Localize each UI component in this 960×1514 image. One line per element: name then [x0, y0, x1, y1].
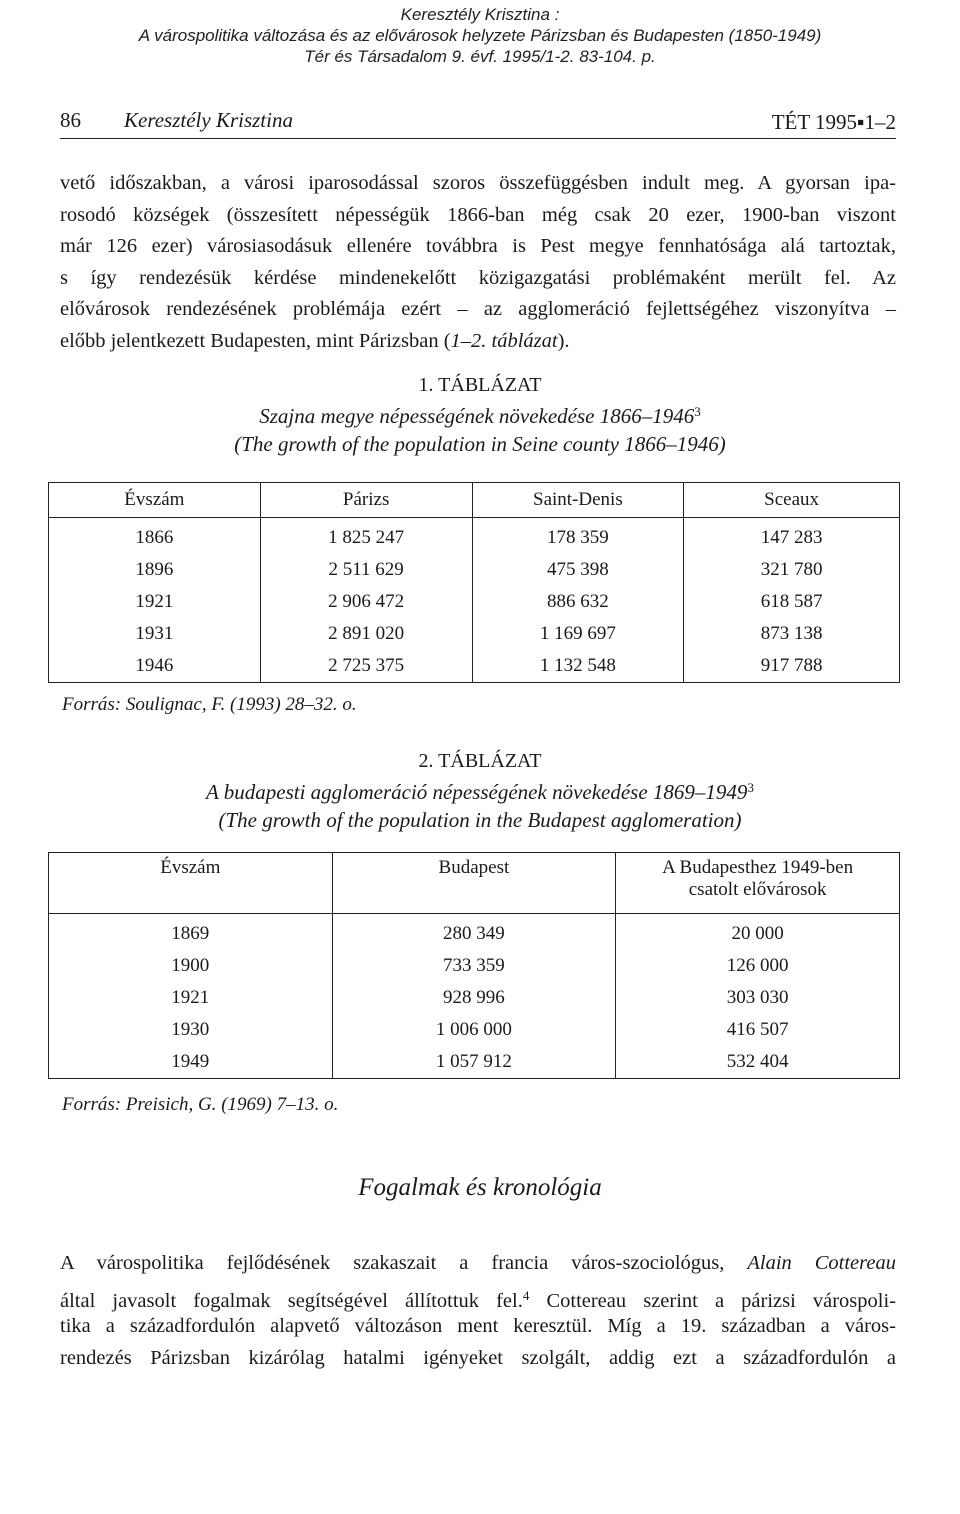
column-header-year: Évszám	[49, 483, 261, 518]
table-row	[49, 650, 900, 683]
table-cell: 1866	[49, 518, 261, 555]
paragraph-line-close: ).	[557, 329, 570, 352]
table1-caption	[0, 372, 960, 458]
table-cell: 416 507	[616, 1014, 900, 1046]
table-reference: 1–2. táblázat	[450, 329, 558, 352]
running-head-journal: TÉT 1995▪1–2	[771, 110, 896, 134]
table-cell: 1931	[49, 618, 261, 650]
table-cell: 1 132 548	[472, 650, 684, 683]
table-cell: 126 000	[616, 950, 900, 982]
table-row	[49, 586, 900, 618]
author-name: Alain Cottereau	[747, 1252, 896, 1274]
table-cell: 2 891 020	[260, 618, 472, 650]
paragraph-line: rendezés Párizsban kizárólag hatalmi igényeket szolgált, addig ezt a századfordulón a	[60, 1346, 896, 1369]
table-row	[49, 1046, 900, 1079]
table-cell: 928 996	[332, 982, 616, 1014]
table-cell: 147 283	[684, 518, 900, 555]
table-cell: 1921	[49, 982, 333, 1014]
table-cell: 2 511 629	[260, 554, 472, 586]
citation-source: Tér és Társadalom 9. évf. 1995/1-2. 83-104. p.	[304, 47, 656, 66]
table1-title-hu	[0, 398, 960, 430]
table-row	[49, 618, 900, 650]
table-cell: 20 000	[616, 914, 900, 951]
column-header-budapest: Budapest	[332, 853, 616, 914]
table-cell: 1 169 697	[472, 618, 684, 650]
table-header-row	[49, 853, 900, 914]
table1-number: 1. TÁBLÁZAT	[418, 374, 542, 396]
table-cell: 1946	[49, 650, 261, 683]
table-cell: 475 398	[472, 554, 684, 586]
paragraph-text: által javasolt fogalmak segítségével állítottuk fel.	[60, 1289, 523, 1312]
paragraph-line-text: előbb jelentkezett Budapesten, mint Párizsban (	[60, 329, 451, 352]
table2-source: Forrás: Preisich, G. (1969) 7–13. o.	[62, 1094, 339, 1115]
column-header-saint-denis: Saint-Denis	[472, 483, 684, 518]
paragraph-concepts	[60, 1248, 896, 1374]
table2	[48, 852, 900, 1079]
paragraph-line: vető időszakban, a városi iparosodással szoros összefüggésben indult meg. A gyorsan ipa-	[60, 172, 896, 194]
table-cell: 917 788	[684, 650, 900, 683]
table-row	[49, 982, 900, 1014]
table2-title-hu-text: A budapesti agglomeráció népességének növekedése 1869–1949	[206, 780, 748, 804]
table-row	[49, 950, 900, 982]
paragraph-line-last	[60, 326, 896, 358]
table1-footnote-mark: 3	[694, 404, 701, 419]
table-cell: 1900	[49, 950, 333, 982]
paragraph-text: A várospolitika fejlődésének szakaszait a francia város-szociológus,	[60, 1252, 748, 1274]
column-header-suburbs: A Budapesthez 1949-ben csatolt elővárosok	[616, 853, 900, 914]
table-cell: 2 906 472	[260, 586, 472, 618]
column-header-sceaux: Sceaux	[684, 483, 900, 518]
table1	[48, 482, 900, 683]
table2-footnote-mark: 3	[747, 780, 754, 795]
running-head	[60, 106, 896, 139]
citation-title: A várospolitika változása és az elővárosok helyzete Párizsban és Budapesten (1850-1949)	[138, 26, 822, 45]
table-cell: 280 349	[332, 914, 616, 951]
table-row	[49, 914, 900, 951]
table-cell: 733 359	[332, 950, 616, 982]
paragraph-line: már 126 ezer) városiasodásuk ellenére továbbra is Pest megye fennhatósága alá tartoztak,	[60, 235, 896, 257]
table2-title-en: (The growth of the population in the Budapest agglomeration)	[218, 808, 742, 832]
table-cell: 873 138	[684, 618, 900, 650]
paragraph-line: rosodó községek (összesített népességük 1866-ban még csak 20 ezer, 1900-ban viszont	[60, 203, 896, 226]
table-header-row	[49, 483, 900, 518]
table2-caption	[0, 748, 960, 834]
paragraph-line	[60, 1248, 896, 1280]
table-cell: 1 825 247	[260, 518, 472, 555]
table-cell: 321 780	[684, 554, 900, 586]
table-row	[49, 1014, 900, 1046]
table-cell: 1930	[49, 1014, 333, 1046]
paragraph-line: s így rendezésük kérdése mindenekelőtt közigazgatási problémaként merült fel. Az	[60, 266, 896, 289]
column-header-year: Évszám	[49, 853, 333, 914]
table2-title-hu	[0, 774, 960, 806]
section-heading: Fogalmak és kronológia	[358, 1174, 602, 1201]
table-cell: 178 359	[472, 518, 684, 555]
table-cell: 886 632	[472, 586, 684, 618]
table-cell: 1896	[49, 554, 261, 586]
table-cell: 618 587	[684, 586, 900, 618]
table-row	[49, 518, 900, 555]
paragraph-line	[60, 1280, 896, 1312]
table-row	[49, 554, 900, 586]
running-head-author: Keresztély Krisztina	[124, 108, 293, 132]
table1-title-en: (The growth of the population in Seine county 1866–1946)	[234, 432, 726, 456]
table-cell: 2 725 375	[260, 650, 472, 683]
page-number: 86	[60, 108, 81, 132]
table-cell: 1 006 000	[332, 1014, 616, 1046]
column-header-paris: Párizs	[260, 483, 472, 518]
table1-title-hu-text: Szajna megye népességének növekedése 1866–1946	[259, 404, 695, 428]
citation-header	[0, 4, 960, 67]
paragraph-text: Cottereau szerint a párizsi várospoli-	[529, 1289, 896, 1312]
table-cell: 532 404	[616, 1046, 900, 1079]
table-cell: 1 057 912	[332, 1046, 616, 1079]
table-cell: 1921	[49, 586, 261, 618]
paragraph-line: elővárosok rendezésének problémája ezért – az agglomeráció fejlettségéhez viszonyítva –	[60, 298, 896, 320]
table2-number: 2. TÁBLÁZAT	[418, 750, 542, 772]
paragraph-line: tika a századfordulón alapvető változáson ment keresztül. Míg a 19. században a város-	[60, 1315, 896, 1337]
table-cell: 1949	[49, 1046, 333, 1079]
table-cell: 1869	[49, 914, 333, 951]
paragraph-intro	[60, 168, 896, 357]
citation-author: Keresztély Krisztina :	[400, 5, 560, 24]
footnote-mark: 4	[522, 1287, 530, 1303]
table-cell: 303 030	[616, 982, 900, 1014]
table1-source: Forrás: Soulignac, F. (1993) 28–32. o.	[62, 694, 357, 715]
